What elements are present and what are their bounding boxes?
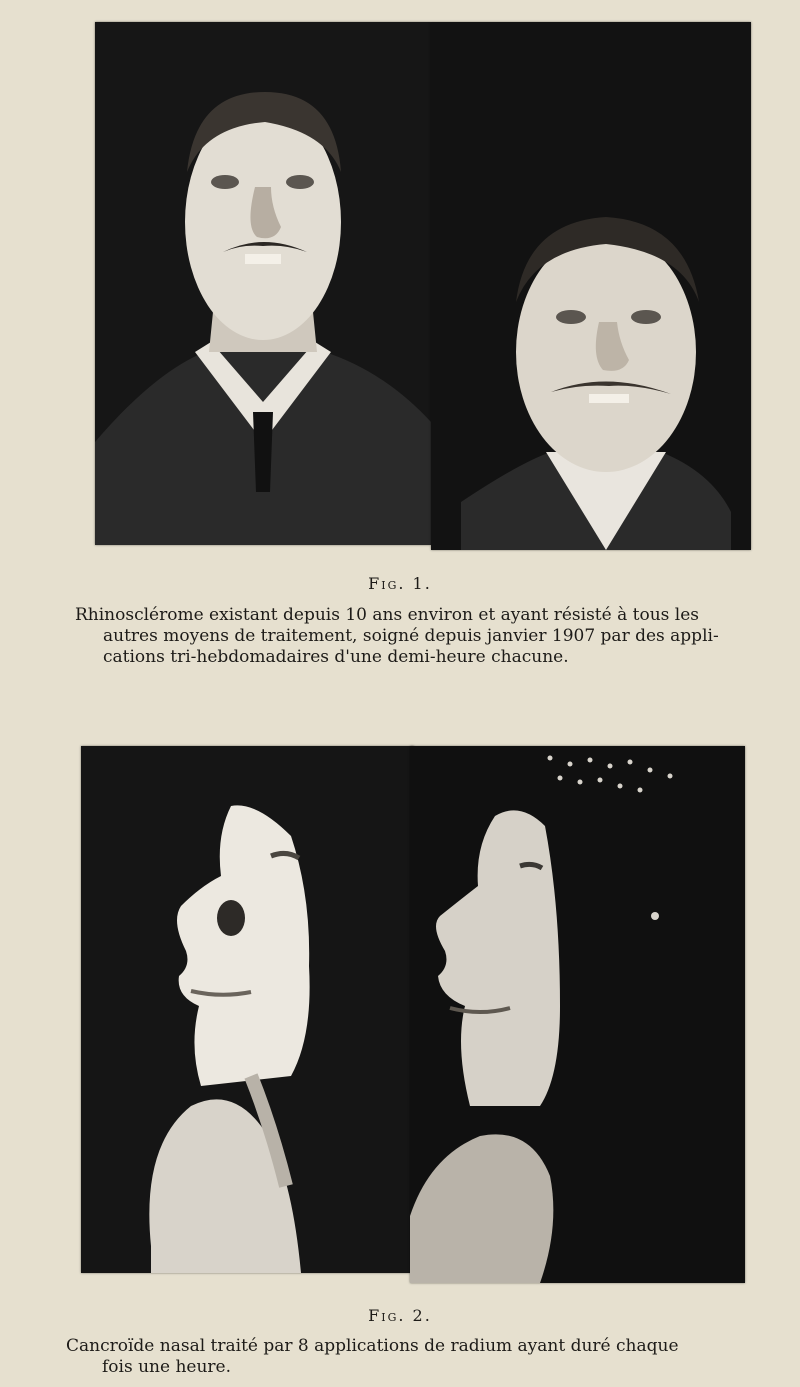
fig1-photo-after — [431, 22, 751, 550]
fig2-caption — [66, 1336, 746, 1378]
fig2-caption-line: fois une heure. — [102, 1357, 232, 1377]
fig1-caption — [75, 605, 755, 668]
profile-woman-before-image — [81, 746, 414, 1273]
fig2-label: Fig. 2. — [368, 1306, 432, 1325]
profile-woman-after-image — [410, 746, 745, 1283]
fig1-caption-line: autres moyens de traitement, soigné depuis janvier 1907 par des appli- — [103, 626, 719, 646]
fig1-label: Fig. 1. — [368, 574, 432, 593]
fig1-caption-line: cations tri-hebdomadaires d'une demi-heure chacune. — [103, 647, 569, 667]
fig2-caption-line: Cancroïde nasal traité par 8 applications de radium ayant duré chaque — [66, 1336, 679, 1356]
portrait-front-man-image — [95, 22, 431, 545]
fig2-photo-before — [81, 746, 414, 1273]
fig1-caption-line: Rhinosclérome existant depuis 10 ans environ et ayant résisté à tous les — [75, 605, 699, 625]
portrait-front-man-treated-image — [431, 22, 751, 550]
fig2-photo-after — [410, 746, 745, 1283]
fig1-photo-before — [95, 22, 431, 545]
